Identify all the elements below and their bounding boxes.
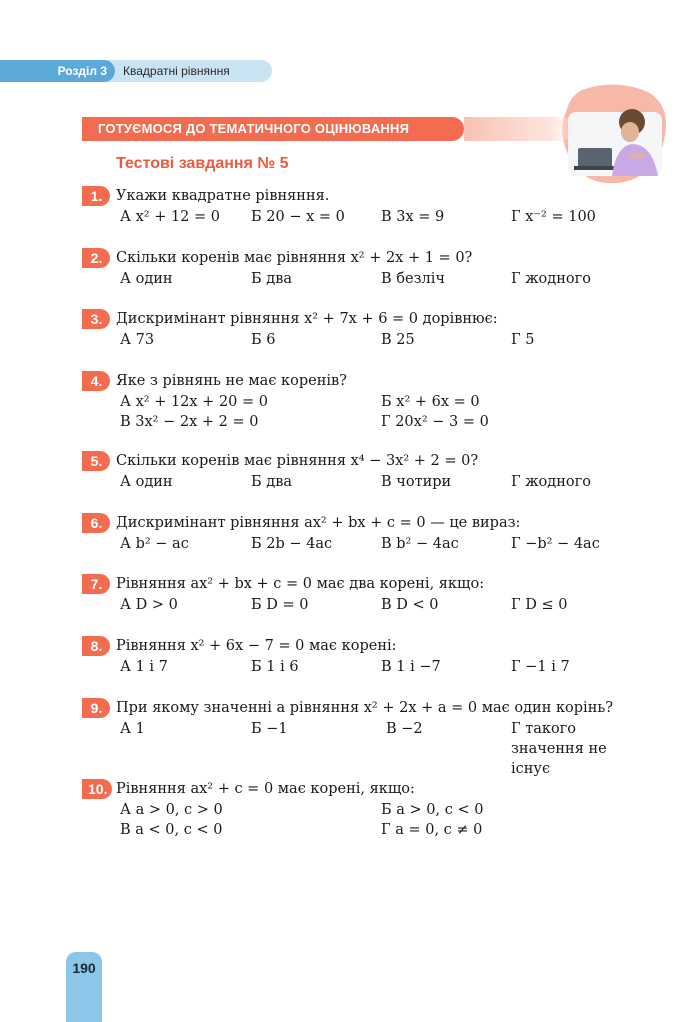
option-a: А 1 і 7 — [120, 659, 168, 675]
option-a: А x² + 12x + 20 = 0 — [120, 394, 268, 410]
option-a: А один — [120, 271, 173, 287]
question-text: Яке з рівнянь не має коренів? — [116, 373, 347, 389]
option-g: Г жодного — [511, 474, 591, 490]
option-b: Б два — [251, 271, 293, 287]
section-banner: ГОТУЄМОСЯ ДО ТЕМАТИЧНОГО ОЦІНЮВАННЯ — [82, 117, 464, 141]
option-a: А 1 — [120, 721, 145, 737]
page-number: 190 — [66, 952, 102, 1022]
chapter-label: Розділ 3 — [0, 60, 115, 82]
option-g: Г D ≤ 0 — [511, 597, 568, 613]
option-v: В 3x² − 2x + 2 = 0 — [120, 414, 259, 430]
option-b: Б x² + 6x = 0 — [381, 394, 480, 410]
option-b: Б 6 — [251, 332, 276, 348]
question-text: Рівняння x² + 6x − 7 = 0 має корені: — [116, 638, 397, 654]
chapter-tab — [0, 60, 272, 82]
test-title: Тестові завдання № 5 — [116, 155, 289, 172]
banner-tail — [464, 117, 574, 141]
option-g: Г −1 і 7 — [511, 659, 570, 675]
option-g: Г 20x² − 3 = 0 — [381, 414, 489, 430]
option-v: В 25 — [381, 332, 415, 348]
option-v: В 1 і −7 — [381, 659, 441, 675]
question-number: 10. — [82, 779, 112, 799]
question-text: Дискримінант рівняння x² + 7x + 6 = 0 дорівнює: — [116, 311, 498, 327]
option-b: Б D = 0 — [251, 597, 309, 613]
question-number: 3. — [82, 309, 110, 329]
question-text: Рівняння ax² + c = 0 має корені, якщо: — [116, 781, 415, 797]
option-b: Б a > 0, c < 0 — [381, 802, 484, 818]
question-text: Скільки коренів має рівняння x² + 2x + 1 = 0? — [116, 250, 473, 266]
question-text: Рівняння ax² + bx + c = 0 має два корені, якщо: — [116, 576, 485, 592]
question-number: 6. — [82, 513, 110, 533]
question-number: 1. — [82, 186, 110, 206]
option-a: А один — [120, 474, 173, 490]
question-text: Скільки коренів має рівняння x⁴ − 3x² + 2 = 0? — [116, 453, 479, 469]
option-v: В a < 0, c < 0 — [120, 822, 223, 838]
option-v: В −2 — [386, 721, 423, 737]
chapter-title: Квадратні рівняння — [123, 64, 230, 78]
option-v: В b² − 4ac — [381, 536, 459, 552]
option-v: В D < 0 — [381, 597, 439, 613]
question-number: 9. — [82, 698, 110, 718]
option-b: Б два — [251, 474, 293, 490]
option-b: Б 2b − 4ac — [251, 536, 333, 552]
option-g: Г 5 — [511, 332, 535, 348]
option-g: Г x⁻² = 100 — [511, 209, 596, 225]
option-a: А 73 — [120, 332, 155, 348]
question-text: Укажи квадратне рівняння. — [116, 188, 330, 204]
option-a: А b² − ac — [120, 536, 189, 552]
option-a: А D > 0 — [120, 597, 178, 613]
option-a: А x² + 12 = 0 — [120, 209, 220, 225]
option-g: Г такого значення не існує — [511, 721, 607, 777]
question-number: 2. — [82, 248, 110, 268]
question-number: 7. — [82, 574, 110, 594]
option-g: Г −b² − 4ac — [511, 536, 600, 552]
question-text: При якому значенні a рівняння x² + 2x + a = 0 має один корінь? — [116, 700, 614, 716]
option-v: В безліч — [381, 271, 445, 287]
option-g: Г a = 0, c ≠ 0 — [381, 822, 483, 838]
question-number: 5. — [82, 451, 110, 471]
question-number: 8. — [82, 636, 110, 656]
option-b: Б 1 і 6 — [251, 659, 299, 675]
option-v: В 3x = 9 — [381, 209, 445, 225]
question-text: Дискримінант рівняння ax² + bx + c = 0 — це вираз: — [116, 515, 521, 531]
student-illustration — [560, 82, 670, 187]
option-b: Б 20 − x = 0 — [251, 209, 345, 225]
question-number: 4. — [82, 371, 110, 391]
option-v: В чотири — [381, 474, 452, 490]
option-a: А a > 0, c > 0 — [120, 802, 223, 818]
option-b: Б −1 — [251, 721, 288, 737]
option-g: Г жодного — [511, 271, 591, 287]
